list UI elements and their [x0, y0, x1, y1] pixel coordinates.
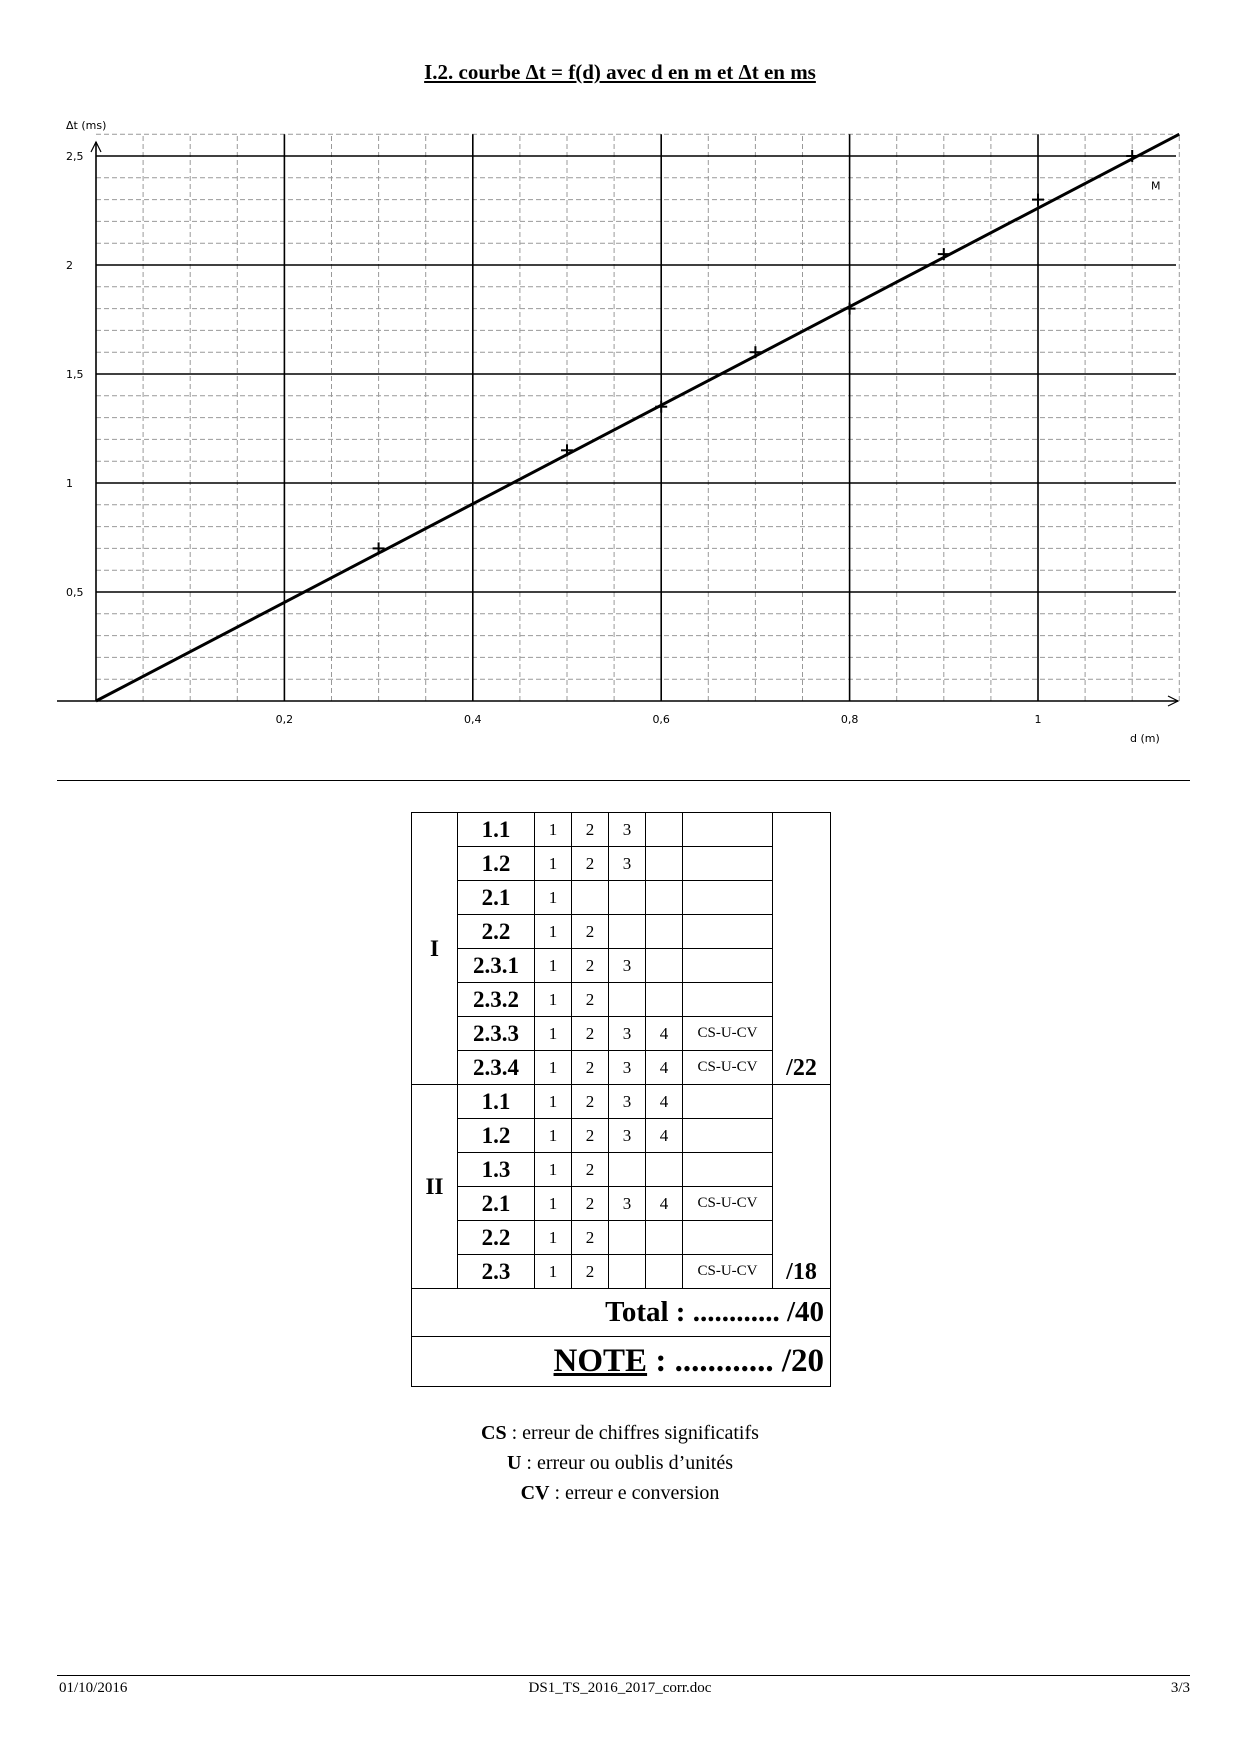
score-cell: 3: [609, 1119, 646, 1153]
score-cell: 2: [572, 1085, 609, 1119]
question-label: 2.3.2: [458, 983, 535, 1017]
score-cell: [646, 1255, 683, 1289]
point-label-m: M: [1151, 179, 1161, 193]
y-tick-label: 1,5: [66, 368, 84, 381]
part-label: I: [412, 813, 458, 1085]
total-label: Total : ............ /40: [412, 1289, 831, 1337]
score-cell: 4: [646, 1119, 683, 1153]
question-label: 1.1: [458, 1085, 535, 1119]
total-row: [412, 1289, 831, 1337]
error-cell: [683, 1085, 773, 1119]
error-cell: CS-U-CV: [683, 1017, 773, 1051]
score-cell: 2: [572, 813, 609, 847]
score-cell: 4: [646, 1051, 683, 1085]
error-cell: CS-U-CV: [683, 1051, 773, 1085]
y-tick-label: 2,5: [66, 150, 84, 163]
score-cell: 2: [572, 847, 609, 881]
score-cell: 1: [535, 881, 572, 915]
error-cell: CS-U-CV: [683, 1255, 773, 1289]
x-tick-label: 0,2: [275, 713, 294, 726]
footer-line: [57, 1675, 1190, 1676]
score-cell: 3: [609, 847, 646, 881]
score-cell: 1: [535, 915, 572, 949]
score-cell: 2: [572, 1051, 609, 1085]
legend-line: [0, 1418, 1240, 1448]
legend-abbr: CV: [520, 1482, 550, 1504]
score-cell: [646, 881, 683, 915]
legend-text: : erreur de chiffres significatifs: [506, 1422, 759, 1444]
score-cell: 2: [572, 1153, 609, 1187]
table-row: [412, 1051, 831, 1085]
score-cell: [646, 1153, 683, 1187]
score-cell: 3: [609, 813, 646, 847]
score-cell: 3: [609, 1017, 646, 1051]
score-cell: [646, 983, 683, 1017]
legend-line: [0, 1448, 1240, 1478]
error-cell: [683, 813, 773, 847]
table-row: [412, 881, 831, 915]
error-cell: [683, 915, 773, 949]
score-cell: [609, 881, 646, 915]
score-cell: [572, 881, 609, 915]
score-cell: 4: [646, 1187, 683, 1221]
score-cell: 1: [535, 847, 572, 881]
table-row: [412, 1153, 831, 1187]
score-table: [411, 812, 831, 1387]
data-point: [1032, 194, 1044, 206]
score-cell: 3: [609, 1051, 646, 1085]
score-cell: 3: [609, 1085, 646, 1119]
x-tick-label: 0,6: [652, 713, 670, 726]
x-axis-label: d (m): [1130, 732, 1160, 745]
question-label: 2.2: [458, 1221, 535, 1255]
score-cell: 1: [535, 813, 572, 847]
question-label: 2.3: [458, 1255, 535, 1289]
note-row: [412, 1337, 831, 1387]
score-cell: 1: [535, 983, 572, 1017]
note-word: NOTE: [553, 1343, 648, 1379]
legend: [0, 1418, 1240, 1508]
x-tick-label: 0,4: [464, 713, 482, 726]
error-cell: [683, 949, 773, 983]
score-cell: [609, 915, 646, 949]
score-cell: [646, 813, 683, 847]
question-label: 1.2: [458, 1119, 535, 1153]
score-cell: 1: [535, 1085, 572, 1119]
table-row: [412, 1187, 831, 1221]
error-cell: [683, 1119, 773, 1153]
score-cell: [609, 1153, 646, 1187]
score-cell: [646, 1221, 683, 1255]
score-cell: [646, 949, 683, 983]
score-cell: 1: [535, 1017, 572, 1051]
separator-line: [57, 780, 1190, 781]
data-point: [749, 346, 761, 358]
x-tick-label: 0,8: [840, 713, 859, 726]
error-cell: [683, 881, 773, 915]
score-cell: 2: [572, 983, 609, 1017]
graph-chart: [0, 0, 1240, 780]
table-row: [412, 1255, 831, 1289]
score-cell: 2: [572, 915, 609, 949]
score-cell: [609, 1221, 646, 1255]
data-point: [561, 444, 573, 456]
table-row: [412, 813, 831, 847]
score-cell: 1: [535, 1187, 572, 1221]
footer-date: 01/10/2016: [59, 1680, 128, 1696]
score-cell: [646, 915, 683, 949]
score-cell: 2: [572, 1017, 609, 1051]
y-tick-label: 0,5: [66, 586, 84, 599]
score-cell: 4: [646, 1017, 683, 1051]
legend-abbr: CS: [481, 1422, 507, 1444]
legend-text: : erreur ou oublis d’unités: [521, 1452, 734, 1474]
score-cell: 1: [535, 1221, 572, 1255]
question-label: 2.3.4: [458, 1051, 535, 1085]
score-cell: 2: [572, 1221, 609, 1255]
score-cell: 1: [535, 1051, 572, 1085]
table-row: [412, 915, 831, 949]
part-total: /18: [773, 1085, 831, 1289]
question-label: 2.2: [458, 915, 535, 949]
table-row: [412, 847, 831, 881]
x-tick-label: 1: [1034, 713, 1042, 726]
note-cell: [412, 1337, 831, 1387]
part-label: II: [412, 1085, 458, 1289]
legend-text: : erreur e conversion: [549, 1482, 720, 1504]
score-cell: 2: [572, 1255, 609, 1289]
axes: [57, 142, 1178, 706]
score-cell: [609, 983, 646, 1017]
question-label: 2.1: [458, 1187, 535, 1221]
table-row: [412, 949, 831, 983]
score-cell: [609, 1255, 646, 1289]
question-label: 2.3.1: [458, 949, 535, 983]
legend-line: [0, 1478, 1240, 1508]
score-cell: 1: [535, 1119, 572, 1153]
error-cell: [683, 847, 773, 881]
error-cell: [683, 1221, 773, 1255]
question-label: 1.2: [458, 847, 535, 881]
score-cell: 2: [572, 1187, 609, 1221]
score-cell: 1: [535, 1153, 572, 1187]
note-rest: : ............ /20: [647, 1343, 824, 1379]
part-total: /22: [773, 813, 831, 1085]
error-cell: [683, 983, 773, 1017]
footer-filename: DS1_TS_2016_2017_corr.doc: [528, 1680, 712, 1696]
score-cell: 3: [609, 949, 646, 983]
score-cell: 2: [572, 1119, 609, 1153]
page-title: I.2. courbe Δt = f(d) avec d en m et Δt en ms: [424, 60, 816, 84]
table-row: [412, 983, 831, 1017]
error-cell: [683, 1153, 773, 1187]
question-label: 1.1: [458, 813, 535, 847]
score-cell: 1: [535, 1255, 572, 1289]
table-row: [412, 1017, 831, 1051]
y-tick-label: 2: [66, 259, 73, 272]
score-cell: 4: [646, 1085, 683, 1119]
y-tick-label: 1: [66, 477, 73, 490]
score-cell: 3: [609, 1187, 646, 1221]
score-cell: [646, 847, 683, 881]
question-label: 2.1: [458, 881, 535, 915]
score-cell: 1: [535, 949, 572, 983]
table-row: [412, 1221, 831, 1255]
table-row: [412, 1085, 831, 1119]
footer-page: 3/3: [1170, 1680, 1190, 1696]
error-cell: CS-U-CV: [683, 1187, 773, 1221]
y-axis-label: Δt (ms): [66, 119, 107, 132]
table-row: [412, 1119, 831, 1153]
score-cell: 2: [572, 949, 609, 983]
legend-abbr: U: [506, 1452, 522, 1474]
question-label: 2.3.3: [458, 1017, 535, 1051]
question-label: 1.3: [458, 1153, 535, 1187]
